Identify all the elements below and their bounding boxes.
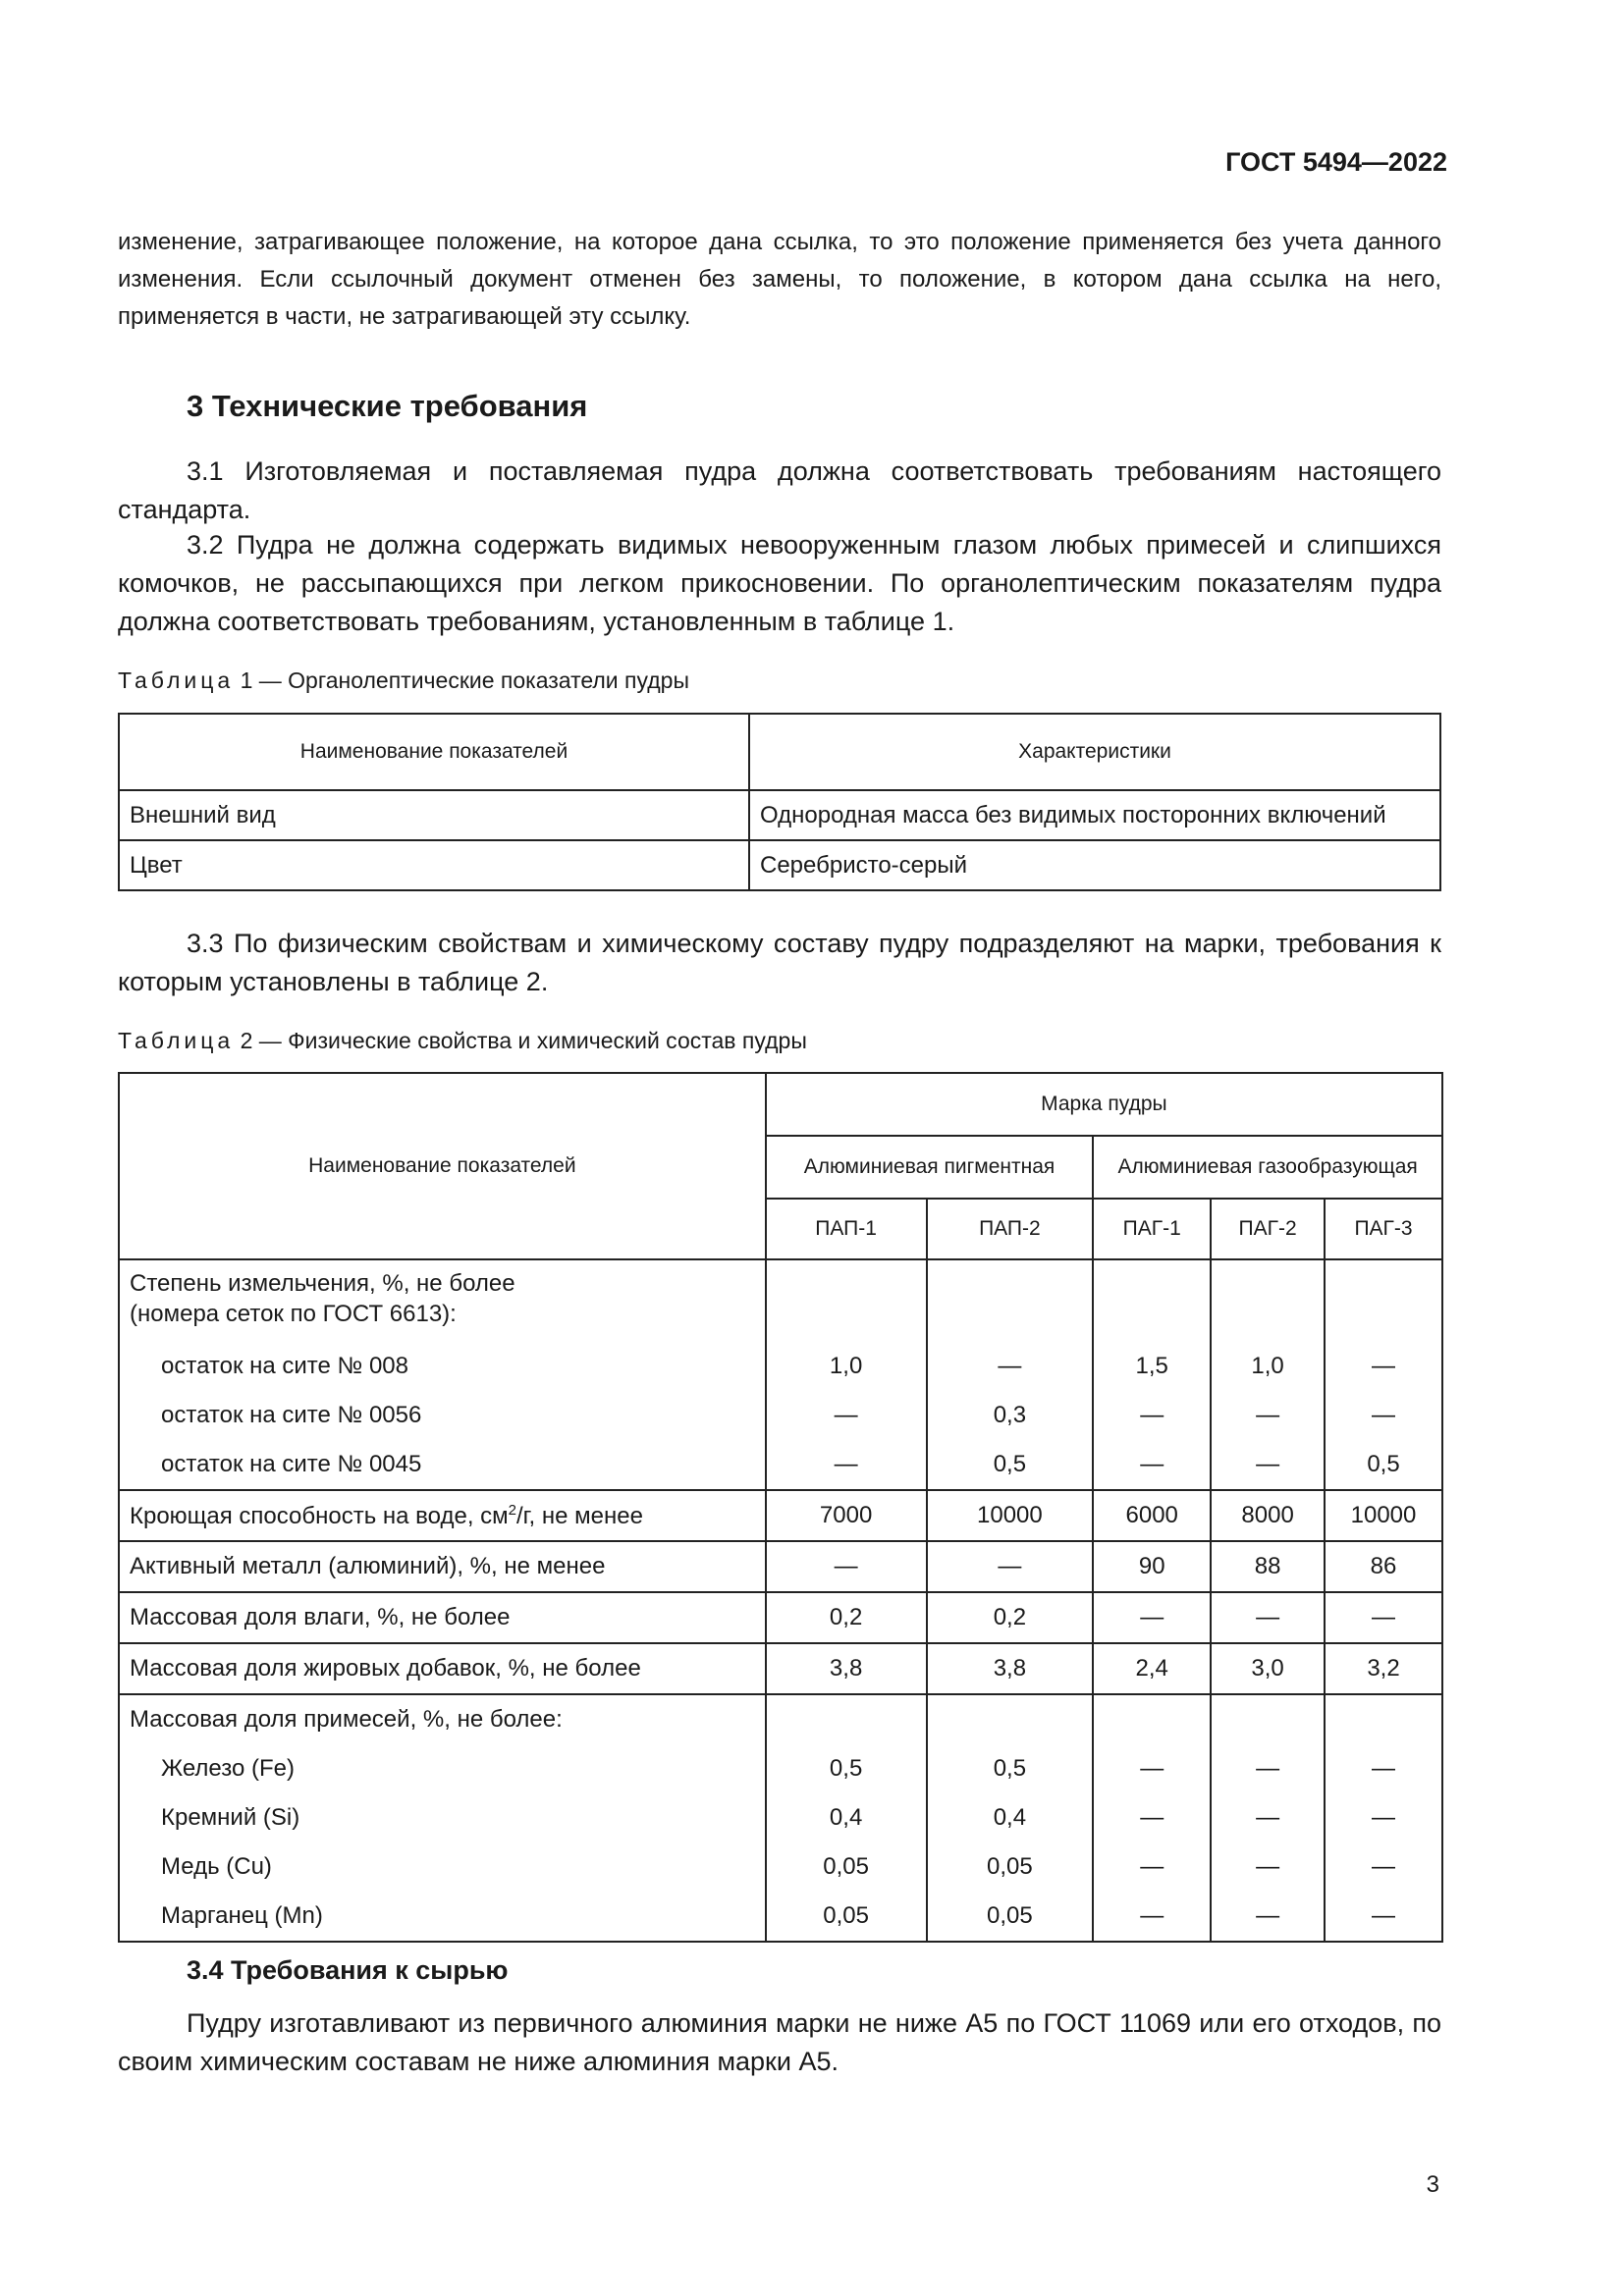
table-row (119, 1793, 1442, 1842)
page-number: 3 (1426, 2171, 1439, 2198)
table2-cell: 1,0 (1211, 1342, 1325, 1391)
table2-cell: 3,0 (1211, 1643, 1325, 1694)
table2-cell: — (1093, 1744, 1211, 1793)
table2-grade: ПАП-1 (766, 1199, 927, 1259)
table2-cell: — (1325, 1391, 1442, 1440)
table2-cell: — (1211, 1744, 1325, 1793)
table-physical-chemical (118, 1072, 1443, 1943)
table2-cell: — (1325, 1592, 1442, 1643)
standard-header: ГОСТ 5494—2022 (1225, 147, 1447, 177)
table2-cell: 0,05 (766, 1842, 927, 1892)
table1-cell: Цвет (119, 840, 749, 890)
table2-group-gas: Алюминиевая газообразующая (1093, 1136, 1442, 1199)
table2-cell: 10000 (927, 1490, 1094, 1541)
table2-cell: — (766, 1440, 927, 1490)
table-row (119, 1342, 1442, 1391)
table2-cell: — (927, 1342, 1094, 1391)
table-row (119, 1440, 1442, 1490)
table2-covering-sup: 2 (508, 1501, 517, 1519)
intro-paragraph: изменение, затрагивающее положение, на которое дана ссылка, то это положение применяется без учета данного изменения. Если ссылочный документ отменен без замены, то положение, в котором дана ссылка на него, применяется в части, не затрагивающей эту ссылку. (118, 229, 1441, 330)
table2-group-pigment: Алюминиевая пигментная (766, 1136, 1094, 1199)
table2-cell: — (1211, 1892, 1325, 1942)
table2-cell-label: остаток на сите № 008 (119, 1342, 766, 1391)
table2-impurities-label: Массовая доля примесей, %, не более: (119, 1694, 766, 1744)
table-row (119, 1643, 1442, 1694)
table2-cell: 0,5 (1325, 1440, 1442, 1490)
table2-cell: — (1211, 1391, 1325, 1440)
table2-cell: — (1093, 1592, 1211, 1643)
table2-cell: 0,5 (927, 1440, 1094, 1490)
table2-cell: 3,8 (927, 1643, 1094, 1694)
section-title: 3 Технические требования (187, 389, 588, 423)
table2-grade: ПАГ-1 (1093, 1199, 1211, 1259)
table2-cell: 88 (1211, 1541, 1325, 1592)
table1-caption (118, 667, 689, 694)
table2-cell: 0,3 (927, 1391, 1094, 1440)
table2-cell: 90 (1093, 1541, 1211, 1592)
table-header-row (119, 714, 1440, 790)
table2-covering-post: /г, не менее (516, 1502, 643, 1529)
table2-caption (118, 1028, 807, 1054)
table2-cell: 8000 (1211, 1490, 1325, 1541)
table-row (119, 1259, 1442, 1342)
table2-cell-label: остаток на сите № 0045 (119, 1440, 766, 1490)
table2-cell-label: Медь (Cu) (119, 1842, 766, 1892)
table2-cell: — (1093, 1793, 1211, 1842)
table2-cell: — (1325, 1744, 1442, 1793)
table2-cell: 86 (1325, 1541, 1442, 1592)
table2-cell: 0,05 (927, 1892, 1094, 1942)
table2-grinding-line1: Степень измельчения, %, не более (130, 1270, 515, 1297)
table2-cell-label: Железо (Fe) (119, 1744, 766, 1793)
table2-cell: — (1211, 1842, 1325, 1892)
table2-grinding-label (119, 1259, 766, 1342)
table2-cell: — (1325, 1892, 1442, 1942)
table-row (119, 1541, 1442, 1592)
table2-grinding-line2: (номера сеток по ГОСТ 6613): (130, 1301, 457, 1327)
table2-cell: 0,4 (927, 1793, 1094, 1842)
table-row (119, 1694, 1442, 1744)
table2-cell: — (927, 1541, 1094, 1592)
table2-covering-label (119, 1490, 766, 1541)
table-row (119, 1391, 1442, 1440)
table2-cell-label: остаток на сите № 0056 (119, 1391, 766, 1440)
table-row (119, 790, 1440, 840)
table2-cell: 0,2 (927, 1592, 1094, 1643)
paragraph-3-4: Пудру изготавливают из первичного алюминия марки не ниже А5 по ГОСТ 11069 или его отходов, по своим химическим составам не ниже алюминия марки А5. (118, 2008, 1441, 2076)
table2-grade: ПАГ-2 (1211, 1199, 1325, 1259)
table2-cell: — (1093, 1391, 1211, 1440)
table1-caption-text: 1 — Органолептические показатели пудры (240, 667, 689, 693)
table-row (119, 1842, 1442, 1892)
table2-cell: — (1325, 1793, 1442, 1842)
table2-cell: — (1211, 1440, 1325, 1490)
table2-caption-text: 2 — Физические свойства и химический состав пудры (240, 1028, 807, 1053)
table2-cell: 3,8 (766, 1643, 927, 1694)
table-header-row (119, 1073, 1442, 1136)
table1-header-name: Наименование показателей (119, 714, 749, 790)
table2-cell-label: Массовая доля влаги, %, не более (119, 1592, 766, 1643)
table2-cell: — (1093, 1440, 1211, 1490)
table1-caption-word: Таблица (118, 667, 235, 693)
table1-cell: Однородная масса без видимых посторонних включений (749, 790, 1440, 840)
table2-cell: 1,5 (1093, 1342, 1211, 1391)
table2-cell: — (1211, 1793, 1325, 1842)
table2-grade: ПАГ-3 (1325, 1199, 1442, 1259)
table2-cell: 1,0 (766, 1342, 927, 1391)
table2-cell-label: Кремний (Si) (119, 1793, 766, 1842)
table-row (119, 1490, 1442, 1541)
table2-cell: — (1211, 1592, 1325, 1643)
table-row (119, 1892, 1442, 1942)
table2-cell: 0,05 (927, 1842, 1094, 1892)
table2-cell-label: Активный металл (алюминий), %, не менее (119, 1541, 766, 1592)
paragraph-3-2: 3.2 Пудра не должна содержать видимых невооруженным глазом любых примесей и слипшихся комочков, не рассыпающихся при легком прикосновении. По органолептическим показателям пудра должна соответствовать требованиям, установленным в таблице 1. (118, 530, 1441, 636)
table2-header-name: Наименование показателей (119, 1073, 766, 1259)
paragraph-3-1: 3.1 Изготовляемая и поставляемая пудра должна соответствовать требованиям настоящего стандарта. (118, 456, 1441, 524)
table2-cell: 2,4 (1093, 1643, 1211, 1694)
table1-cell: Серебристо-серый (749, 840, 1440, 890)
table2-cell: 10000 (1325, 1490, 1442, 1541)
table2-cell: — (766, 1391, 927, 1440)
table-row (119, 1744, 1442, 1793)
table2-cell: — (1325, 1342, 1442, 1391)
table2-cell: 6000 (1093, 1490, 1211, 1541)
table2-cell: 0,5 (766, 1744, 927, 1793)
subsection-title-3-4: 3.4 Требования к сырью (187, 1955, 509, 1985)
table2-cell: 0,05 (766, 1892, 927, 1942)
table2-cell: 7000 (766, 1490, 927, 1541)
table1-header-characteristics: Характеристики (749, 714, 1440, 790)
table2-covering-pre: Кроющая способность на воде, см (130, 1502, 509, 1529)
table2-cell: — (1093, 1892, 1211, 1942)
table2-header-brand: Марка пудры (766, 1073, 1442, 1136)
table2-cell: 0,5 (927, 1744, 1094, 1793)
table-row (119, 1592, 1442, 1643)
table2-cell-label: Массовая доля жировых добавок, %, не более (119, 1643, 766, 1694)
table2-cell: 0,4 (766, 1793, 927, 1842)
table2-cell: 0,2 (766, 1592, 927, 1643)
table2-grade: ПАП-2 (927, 1199, 1094, 1259)
table2-cell: — (766, 1541, 927, 1592)
table2-cell: — (1325, 1842, 1442, 1892)
table2-caption-word: Таблица (118, 1028, 235, 1053)
table2-cell-label: Марганец (Mn) (119, 1892, 766, 1942)
table2-cell: — (1093, 1842, 1211, 1892)
table-row (119, 840, 1440, 890)
paragraph-3-3: 3.3 По физическим свойствам и химическому составу пудру подразделяют на марки, требования к которым установлены в таблице 2. (118, 929, 1441, 996)
table1-cell: Внешний вид (119, 790, 749, 840)
table-organoleptic (118, 713, 1441, 891)
table2-cell: 3,2 (1325, 1643, 1442, 1694)
